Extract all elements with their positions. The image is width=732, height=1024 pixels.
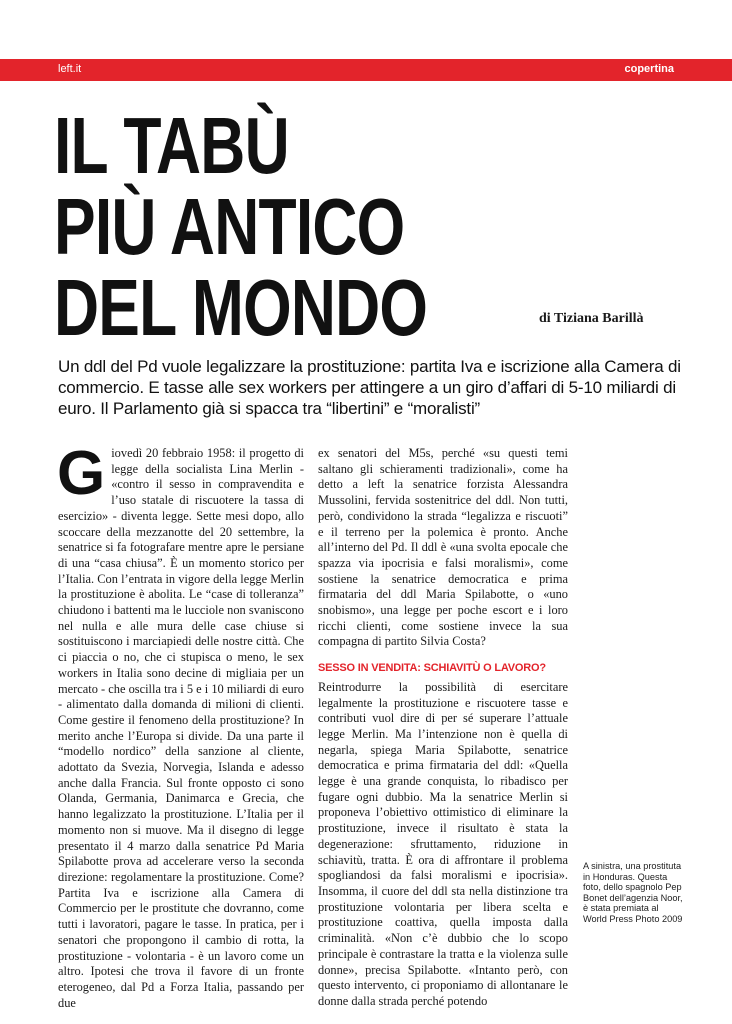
article-paragraph <box>57 439 304 1011</box>
headline-line-2: PIÙ ANTICO <box>54 182 405 271</box>
section-label: copertina <box>624 63 674 75</box>
photo-caption: A sinistra, una prostituta in Honduras. Questa foto, dello spagnolo Pep Bonet dell’agenzia Noor, è stata premiata al World Press Photo 2009 <box>583 861 683 924</box>
article-paragraph: ex senatori del M5s, perché «su questi temi saltano gli schieramenti tradizionali», come ha detto a left la senatrice forzista Alessandra Mussolini, fervida sostenitrice del ddl. Non tutti, però, condividono la strada “legalizza e riscuoti” e il terreno per la polemica è pronto. Anche all’interno del Pd. Il ddl è «una svolta epocale che spazza via ipocrisia e falsi moralismi», come sostiene la senatrice democratica e prima firmataria del ddl Maria Spilabotte, o «uno snobismo», una legge per poche escort e i loro ricchi clienti, come sostiene invece la sua compagna di partito Silvia Costa? <box>318 446 568 649</box>
headline-line-3: DEL MONDO <box>54 263 428 352</box>
article-paragraph: Reintrodurre la possibilità di esercitare legalmente la prostituzione e riscuotere tasse e contributi vuol dire di per sé superare l’attuale legge Merlin. Ma l’intenzione non è quella di negarla, spiega Maria Spilabotte, senatrice democratica e prima firmataria del ddl: «Quella legge è una grande conquista, lo ribadisco per fugare ogni dubbio. Ma la senatrice Merlin si proponeva l’obiettivo ottimistico di eliminare la prostituzione, invece il risultato è stata la degenerazione: sfruttamento, riduzione in schiavitù, tratta. È ora di affrontare il problema spogliandosi da falsi moralismi e ipocrisia». Insomma, il cuore del ddl sta nella distinzione tra prostituzione volontaria per libera scelta e prostituzione coattiva, quella imposta dalla criminalità. «Non c’è dubbio che lo scopo principale è contrastare la tratta e la violenza sulle donne», precisa Spilabotte. «Intanto però, con questo intervento, ci proponiamo di allontanare le donne dalla strada perché potendo <box>318 679 568 1008</box>
article-text: iovedì 20 febbraio 1958: il progetto di legge della socialista Lina Merlin - «contro il sesso in compravendita e l’uso statale di riscuotere la tassa di esercizio» - diventa legge. Sette mesi dopo, allo scoccare della mezzanotte del 20 settembre, la senatrice si fa fotografare mentre apre le persiane di una “casa chiusa”. È un momento storico per l’Italia. Con l’entrata in vigore della legge Merlin la prostituzione è abolita. Le “case di tolleranza” chiudono i battenti ma le lucciole non svaniscono nel nulla e alle mura delle case chiuse si sostituiscono i marciapiedi delle nostre città. Che ci piaccia o no, che ci stupisca o meno, le sex workers in Italia sono decine di migliaia per un mercato - che oscilla tra i 5 e i 10 miliardi di euro - alimentato dalla domanda di milioni di clienti. Come gestire il fenomeno della prostituzione? In merito anche l’Europa si divide. Da una parte il “modello nordico” della sanzione al cliente, adottato da Svezia, Norvegia, Islanda e adesso anche dalla Francia. Sul fronte opposto ci sono Olanda, Germania, Danimarca e Grecia, che hanno legalizzato la prostituzione. L’Italia per il momento non si muove. Ma il disegno di legge presentato il 4 marzo dalla senatrice Pd Maria Spilabotte prova ad accelerare verso la seconda direzione: regolamentare la prostituzione. Come? Partita Iva e iscrizione alla Camera di Commercio per le prostitute che dovranno, come tutti i lavoratori, pagare le tasse. In pratica, per i senatori che propongono il cambio di rotta, la prostituzione - volontaria - è un lavoro come un altro. Ipotesi che trova il favore di un fronte eterogeneo, dal Pd a Forza Italia, passando per due <box>58 446 304 1010</box>
section-subhead: SESSO IN VENDITA: SCHIAVITÙ O LAVORO? <box>318 662 546 675</box>
top-bar <box>0 59 732 81</box>
byline: di Tiziana Barillà <box>539 311 644 326</box>
drop-cap: G <box>57 439 106 508</box>
headline <box>54 101 428 352</box>
site-name: left.it <box>58 63 82 75</box>
subtitle: Un ddl del Pd vuole legalizzare la prostituzione: partita Iva e iscrizione alla Camera di commercio. E tasse alle sex workers per attingere a un giro d’affari di 5-10 miliardi di euro. Il Parlamento già si spacca tra “libertini” e “moralisti” <box>58 357 681 418</box>
headline-line-1: IL TABÙ <box>54 101 289 190</box>
article-column-1 <box>57 439 304 1011</box>
article-column-2 <box>318 446 568 1010</box>
